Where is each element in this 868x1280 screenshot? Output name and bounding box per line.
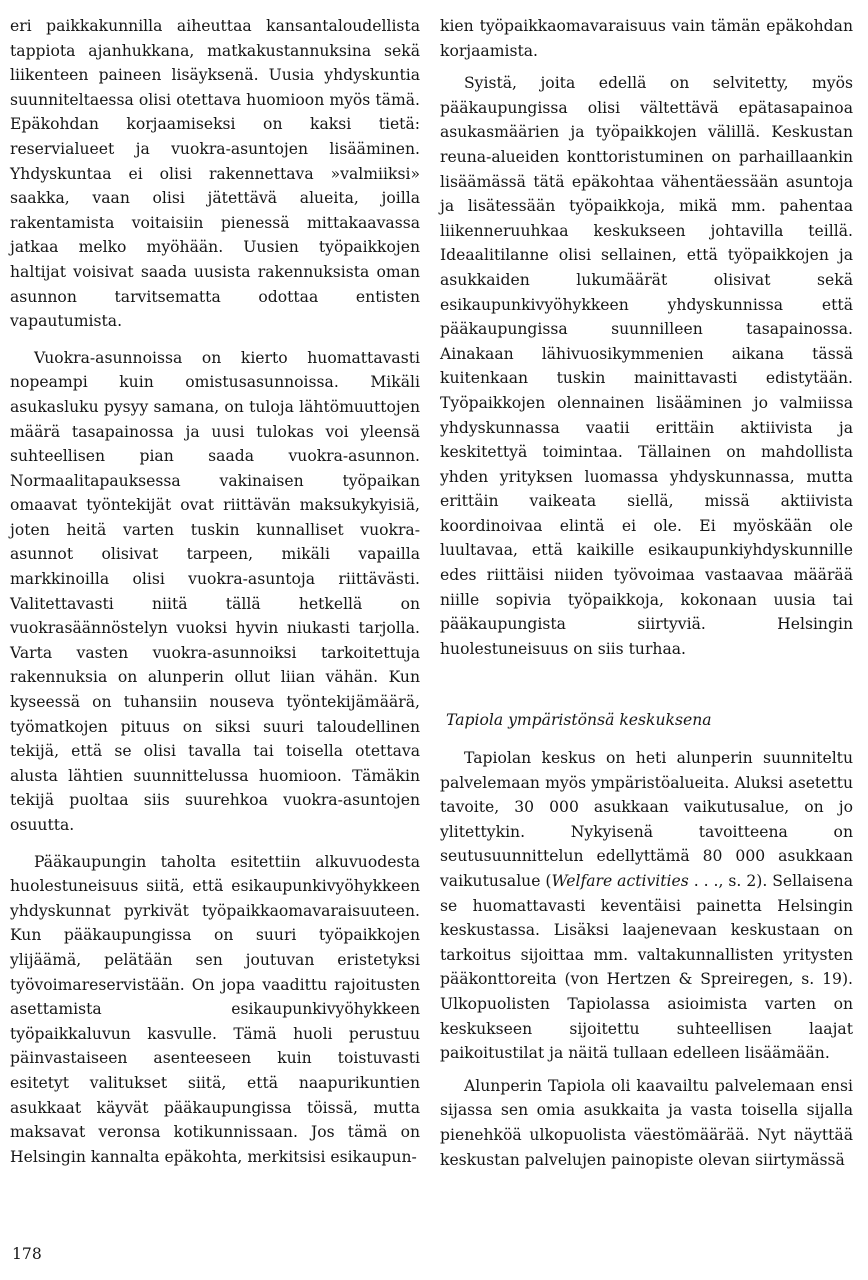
body-paragraph: eri paikkakunnilla aiheuttaa kansantaloudellista tappiota ajanhukkana, matkakustannuksina sekä liikenteen paineen lisäyksenä. Uusia yhdyskuntia suunniteltaessa olisi otettava huomioon myös tämä. Epäkohdan korjaamiseksi on kaksi tietä: reservialueet ja vuokra-asuntojen lisääminen. Yhdyskuntaa ei olisi rakennettava »valmiiksi» saakka, vaan olisi jätettävä alueita, joilla rakentamista voitaisiin pienessä mittakaavassa jatkaa melko myöhään. Uusien työpaikkojen haltijat voisivat saada uusista rakennuksista oman asunnon tarvitsematta odottaa entisten vapautumista. [10, 17, 420, 331]
body-paragraph: Syistä, joita edellä on selvitetty, myös pääkaupungissa olisi vältettävä epätasapainoa asukasmäärien ja työpaikkojen välillä. Keskustan reuna-alueiden konttoristuminen on parhaillaankin lisäämässä tätä epäkohtaa vähentäessään asuntoja ja lisätessään työpaikkoja, mikä mm. pahentaa liikenneruuhkaa keskukseen johtavilla teillä. Ideaalitilanne olisi sellainen, että työpaikkojen ja asukkaiden lukumäärät olisivat sekä esikaupunkivyöhykkeen yhdyskunnissa että pääkaupungissa suunnilleen tasapainossa. Ainakaan lähivuosikymmenien aikana tässä kuitenkaan tuskin mainittavasti edistytään. Työpaikkojen olennainen lisääminen jo valmiissa yhdyskunnassa vaatii erittäin aktiivista ja keskitettyä toimintaa. Tällainen on mahdollista yhden yrityksen luomassa yhdyskunnassa, mutta erittäin vaikeata siellä, missä aktiivista koordinoivaa elintä ei ole. Ei myöskään ole luultavaa, että kaikille esikaupunkiyhdyskunnille edes riittäisi niiden työvoimaa vastaavaa määrää niille sopivia työpaikkoja, kokonaan uusia tai pääkaupungista siirtyviä. Helsingin huolestuneisuus on siis turhaa. [440, 74, 853, 658]
right-column-top [440, 14, 853, 661]
page-number: 178 [12, 1245, 42, 1263]
body-paragraph: Alunperin Tapiola oli kaavailtu palvelemaan ensi sijassa sen omia asukkaita ja vasta toisella sijalla pienehköä ulkopuolista väestömäärää. Nyt näyttää keskustan palvelujen painopiste olevan siirtymässä [440, 1076, 853, 1169]
body-paragraph: kien työpaikkaomavaraisuus vain tämän epäkohdan korjaamista. [440, 17, 853, 60]
body-paragraph [440, 746, 853, 1066]
cited-title: Welfare activities [551, 871, 689, 890]
body-paragraph: Vuokra-asunnoissa on kierto huomattavasti nopeampi kuin omistusasunnoissa. Mikäli asukasluku pysyy samana, on tuloja lähtömuuttojen määrä tasapainossa ja uusi tulokas voi yleensä suhteellisen pian saada vuokra-asunnon. Normaalitapauksessa vakinaisen työpaikan omaavat työntekijät ovat riittävän maksukykyisiä, joten heitä varten tuskin kunnalliset vuokra-asunnot olisivat tarpeen, mikäli vapailla markkinoilla olisi vuokra-asuntoja riittävästi. Valitettavasti niitä tällä hetkellä on vuokrasäännöstelyn vuoksi hyvin niukasti tarjolla. Varta vasten vuokra-asunnoiksi tarkoitettuja rakennuksia on alunperin ollut liian vähän. Kun kyseessä on tuhansiin nouseva työntekijämäärä, työmatkojen pituus on siksi suuri taloudellinen tekijä, että se olisi tavalla tai toisella otettava alusta lähtien suunnittelussa huomioon. Tämäkin tekijä puoltaa siis suurehkoa vuokra-asuntojen osuutta. [10, 348, 420, 834]
section-heading: Tapiola ympäristönsä keskuksena [446, 711, 712, 729]
right-column-bottom [440, 746, 853, 1172]
left-column [10, 14, 420, 1169]
paragraph-text: Tapiolan keskus on heti alunperin suunniteltu palvelemaan myös ympäristöalueita. Aluksi asetettu tavoite, 30 000 asukkaan vaikutusalue, on jo ylitettykin. Nykyisenä tavoitteena on seutusuunnittelun edellyttämä 80 000 asukkaan vaikutusalue ( [440, 749, 853, 890]
body-paragraph: Pääkaupungin taholta esitettiin alkuvuodesta huolestuneisuus siitä, että esikaupunkivyöhykkeen yhdyskunnat pyrkivät työpaikkaomavaraisuuteen. Kun pääkaupungissa on suuri työpaikkojen ylijäämä, pelätään sen joutuvan eristetyksi työvoimareservistään. On jopa vaadittu rajoitusten asettamista esikaupunkivyöhykkeen työpaikkaluvun kasvulle. Tämä huoli perustuu päinvastaiseen asenteeseen kuin toistuvasti esitetyt valitukset siitä, että naapurikuntien asukkaat käyvät pääkaupungissa töissä, mutta maksavat veronsa kotikunnissaan. Jos tämä on Helsingin kannalta epäkohta, merkitsisi esikaupun- [10, 852, 420, 1166]
paragraph-text: . . ., s. 2). Sellaisena se huomattavasti keventäisi painetta Helsingin keskustassa. Lisäksi laajenevaan keskustaan on tarkoitus sijoittaa mm. valtakunnallisten yritysten pääkonttoreita (von Hertzen & Spreiregen, s. 19). Ulkopuolisten Tapiolassa asioimista varten on keskukseen sijoitettu suhteellisen laajat paikoitustilat ja näitä tullaan edelleen lisäämään. [440, 871, 853, 1063]
